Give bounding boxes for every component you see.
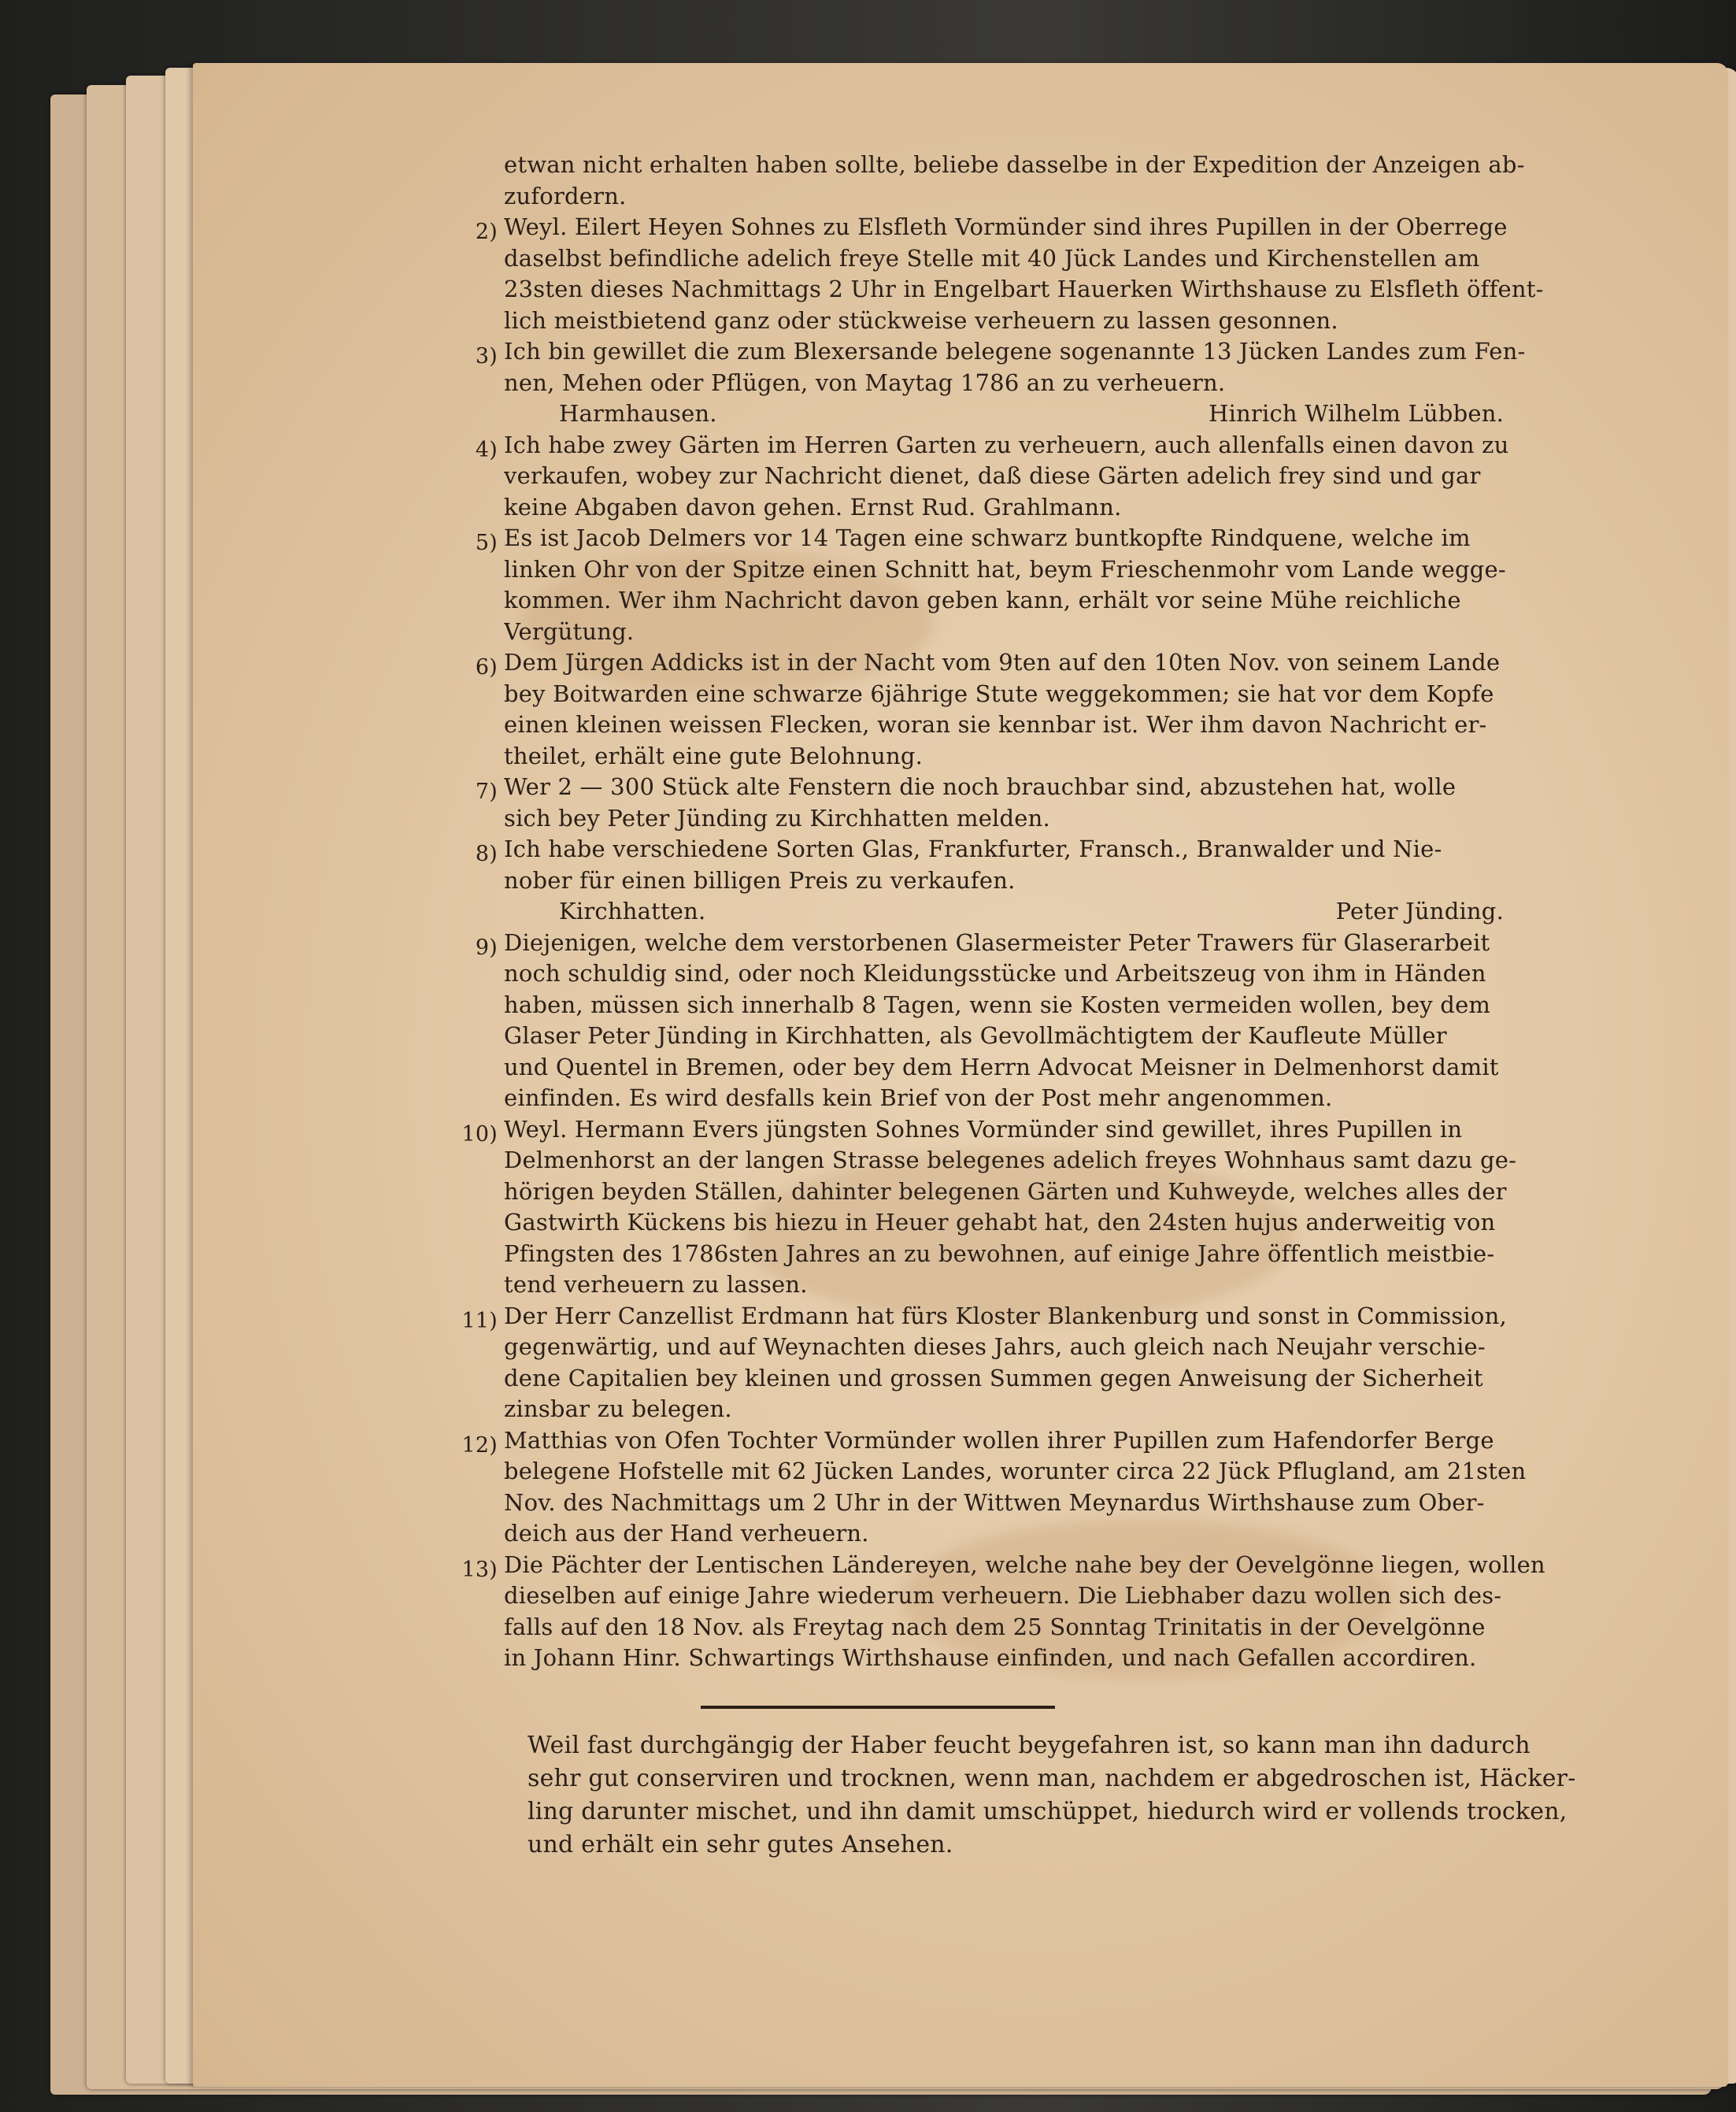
notice-entry bbox=[475, 772, 1590, 834]
entry-number: 5) bbox=[475, 531, 498, 555]
text-line: hörigen beyden Ställen, dahinter belegenen Gärten und Kuhweyde, welches alles der bbox=[504, 1177, 1507, 1205]
notice-entry bbox=[475, 834, 1590, 928]
text-line: Gastwirth Kückens bis hiezu in Heuer gehabt hat, den 24sten hujus anderweitig von bbox=[504, 1209, 1496, 1236]
notice-entry bbox=[475, 430, 1590, 524]
text-line: haben, müssen sich innerhalb 8 Tagen, wenn sie Kosten vermeiden wollen, bey dem bbox=[504, 991, 1491, 1018]
notice-entry bbox=[461, 1301, 1590, 1425]
entry-number: 12) bbox=[461, 1432, 498, 1458]
text-line: Pfingsten des 1786sten Jahres an zu bewohnen, auf einige Jahre öffentlich meistbie- bbox=[504, 1239, 1495, 1267]
signature-name: Hinrich Wilhelm Lübben. bbox=[1209, 400, 1504, 427]
text-line: kommen. Wer ihm Nachricht davon geben kann, erhält vor seine Mühe reichliche bbox=[504, 587, 1461, 613]
signature-line bbox=[504, 398, 1590, 430]
closing-paragraph bbox=[504, 1729, 1590, 1862]
text-line: nen, Mehen oder Pflügen, von Maytag 1786 an zu verheuern. bbox=[504, 369, 1226, 396]
signature-place: Kirchhatten. bbox=[559, 898, 706, 924]
text-line: sehr gut conserviren und trocknen, wenn man, nachdem er abgedroschen ist, Häcker- bbox=[527, 1764, 1576, 1792]
text-line: zufordern. bbox=[504, 182, 627, 209]
text-line: sich bey Peter Jünding zu Kirchhatten melden. bbox=[504, 804, 1050, 832]
text-line: keine Abgaben davon gehen. Ernst Rud. Grahlmann. bbox=[504, 493, 1122, 521]
text-line: und erhält ein sehr gutes Ansehen. bbox=[527, 1830, 953, 1858]
entries-list bbox=[461, 212, 1590, 1674]
text-line: Die Pächter der Lentischen Ländereyen, welche nahe bey der Oevelgönne liegen, wollen bbox=[504, 1551, 1545, 1578]
text-line: und Quentel in Bremen, oder bey dem Herrn Advocat Meisner in Delmenhorst damit bbox=[504, 1053, 1499, 1080]
text-line: Matthias von Ofen Tochter Vormünder wollen ihrer Pupillen zum Hafendorfer Berge bbox=[504, 1426, 1494, 1454]
signature-line bbox=[504, 896, 1590, 928]
notice-entry bbox=[475, 212, 1590, 336]
text-line: einfinden. Es wird desfalls kein Brief von der Post mehr angenommen. bbox=[504, 1084, 1333, 1111]
text-line: bey Boitwarden eine schwarze 6jährige Stute weggekommen; sie hat vor dem Kopfe bbox=[504, 680, 1494, 707]
text-line: Glaser Peter Jünding in Kirchhatten, als Gevollmächtigtem der Kaufleute Müller bbox=[504, 1022, 1447, 1049]
notice-entry bbox=[475, 336, 1590, 430]
text-line: Vergütung. bbox=[504, 617, 635, 645]
text-line: falls auf den 18 Nov. als Freytag nach dem 25 Sonntag Trinitatis in der Oevelgönne bbox=[504, 1613, 1486, 1640]
text-line: einen kleinen weissen Flecken, woran sie kennbar ist. Wer ihm davon Nachricht er- bbox=[504, 711, 1487, 738]
text-line: belegene Hofstelle mit 62 Jücken Landes, worunter circa 22 Jück Pflugland, am 21sten bbox=[504, 1458, 1527, 1484]
notice-entry bbox=[475, 647, 1590, 772]
entry-number: 13) bbox=[461, 1557, 498, 1582]
intro-block bbox=[504, 150, 1590, 212]
text-line: lich meistbietend ganz oder stückweise verheuern zu lassen gesonnen. bbox=[504, 306, 1338, 334]
text-line: gegenwärtig, und auf Weynachten dieses Jahrs, auch gleich nach Neujahr verschie- bbox=[504, 1333, 1486, 1360]
section-divider bbox=[701, 1706, 1055, 1709]
text-line: Ich bin gewillet die zum Blexersande belegene sogenannte 13 Jücken Landes zum Fen- bbox=[504, 338, 1526, 365]
text-line: dene Capitalien bey kleinen und grossen Summen gegen Anweisung der Sicherheit bbox=[504, 1364, 1483, 1391]
entry-number: 3) bbox=[475, 344, 498, 369]
notice-entry bbox=[475, 928, 1590, 1114]
entry-number: 7) bbox=[475, 780, 498, 804]
text-line: Es ist Jacob Delmers vor 14 Tagen eine schwarz buntkopfte Rindquene, welche im bbox=[504, 524, 1471, 551]
notice-entry bbox=[461, 1425, 1590, 1550]
entry-number: 11) bbox=[461, 1308, 498, 1333]
text-line: noch schuldig sind, oder noch Kleidungsstücke und Arbeitszeug von ihm in Händen bbox=[504, 960, 1486, 987]
signature-name: Peter Jünding. bbox=[1335, 898, 1504, 924]
text-line: etwan nicht erhalten haben sollte, beliebe dasselbe in der Expedition der Anzeigen ab- bbox=[504, 151, 1525, 178]
entry-number: 6) bbox=[475, 655, 498, 680]
text-line: Diejenigen, welche dem verstorbenen Glasermeister Peter Trawers für Glaserarbeit bbox=[504, 928, 1490, 956]
text-line: theilet, erhält eine gute Belohnung. bbox=[504, 742, 924, 769]
text-line: in Johann Hinr. Schwartings Wirthshause einfinden, und nach Gefallen accordiren. bbox=[504, 1644, 1477, 1671]
notice-entry bbox=[461, 1114, 1590, 1301]
text-line: dieselben auf einige Jahre wiederum verheuern. Die Liebhaber dazu wollen sich des- bbox=[504, 1582, 1502, 1609]
text-line: deich aus der Hand verheuern. bbox=[504, 1520, 869, 1547]
text-line: zinsbar zu belegen. bbox=[504, 1395, 732, 1422]
text-line: Wer 2 — 300 Stück alte Fenstern die noch brauchbar sind, abzustehen hat, wolle bbox=[504, 773, 1457, 800]
text-line: 23sten dieses Nachmittags 2 Uhr in Engelbart Hauerken Wirthshause zu Elsfleth öffent- bbox=[504, 276, 1544, 302]
text-line: Nov. des Nachmittags um 2 Uhr in der Wittwen Meynardus Wirthshause zum Ober- bbox=[504, 1488, 1485, 1516]
text-line: Ich habe verschiedene Sorten Glas, Frankfurter, Fransch., Branwalder und Nie- bbox=[504, 836, 1442, 862]
entry-number: 9) bbox=[475, 935, 498, 960]
text-line: tend verheuern zu lassen. bbox=[504, 1271, 808, 1298]
text-line: Ich habe zwey Gärten im Herren Garten zu verheuern, auch allenfalls einen davon zu bbox=[504, 431, 1509, 458]
text-line: Weil fast durchgängig der Haber feucht beygefahren ist, so kann man ihn dadurch bbox=[527, 1731, 1531, 1759]
signature-place: Harmhausen. bbox=[559, 400, 717, 427]
text-line: nober für einen billigen Preis zu verkaufen. bbox=[504, 866, 1016, 894]
entry-number: 4) bbox=[475, 437, 498, 462]
text-line: Delmenhorst an der langen Strasse belegenes adelich freyes Wohnhaus samt dazu ge- bbox=[504, 1147, 1517, 1173]
entry-number: 10) bbox=[461, 1121, 498, 1147]
notice-entry bbox=[475, 523, 1590, 647]
text-line: Dem Jürgen Addicks ist in der Nacht vom 9ten auf den 10ten Nov. von seinem Lande bbox=[504, 649, 1501, 676]
text-line: linken Ohr von der Spitze einen Schnitt hat, beym Frieschenmohr vom Lande wegge- bbox=[504, 555, 1506, 583]
document-text bbox=[461, 150, 1590, 1862]
text-line: Weyl. Eilert Heyen Sohnes zu Elsfleth Vormünder sind ihres Pupillen in der Oberrege bbox=[504, 213, 1508, 240]
text-line: Der Herr Canzellist Erdmann hat fürs Kloster Blankenburg und sonst in Commission, bbox=[504, 1302, 1507, 1329]
notice-entry bbox=[461, 1550, 1590, 1674]
entry-number: 8) bbox=[475, 842, 498, 866]
text-line: daselbst befindliche adelich freye Stelle mit 40 Jück Landes und Kirchenstellen am bbox=[504, 244, 1480, 272]
text-line: verkaufen, wobey zur Nachricht dienet, daß diese Gärten adelich frey sind und gar bbox=[504, 462, 1481, 489]
text-line: Weyl. Hermann Evers jüngsten Sohnes Vormünder sind gewillet, ihres Pupillen in bbox=[504, 1115, 1463, 1143]
text-line: ling darunter mischet, und ihn damit umschüppet, hiedurch wird er vollends trocken, bbox=[527, 1797, 1568, 1825]
entry-number: 2) bbox=[475, 220, 498, 244]
